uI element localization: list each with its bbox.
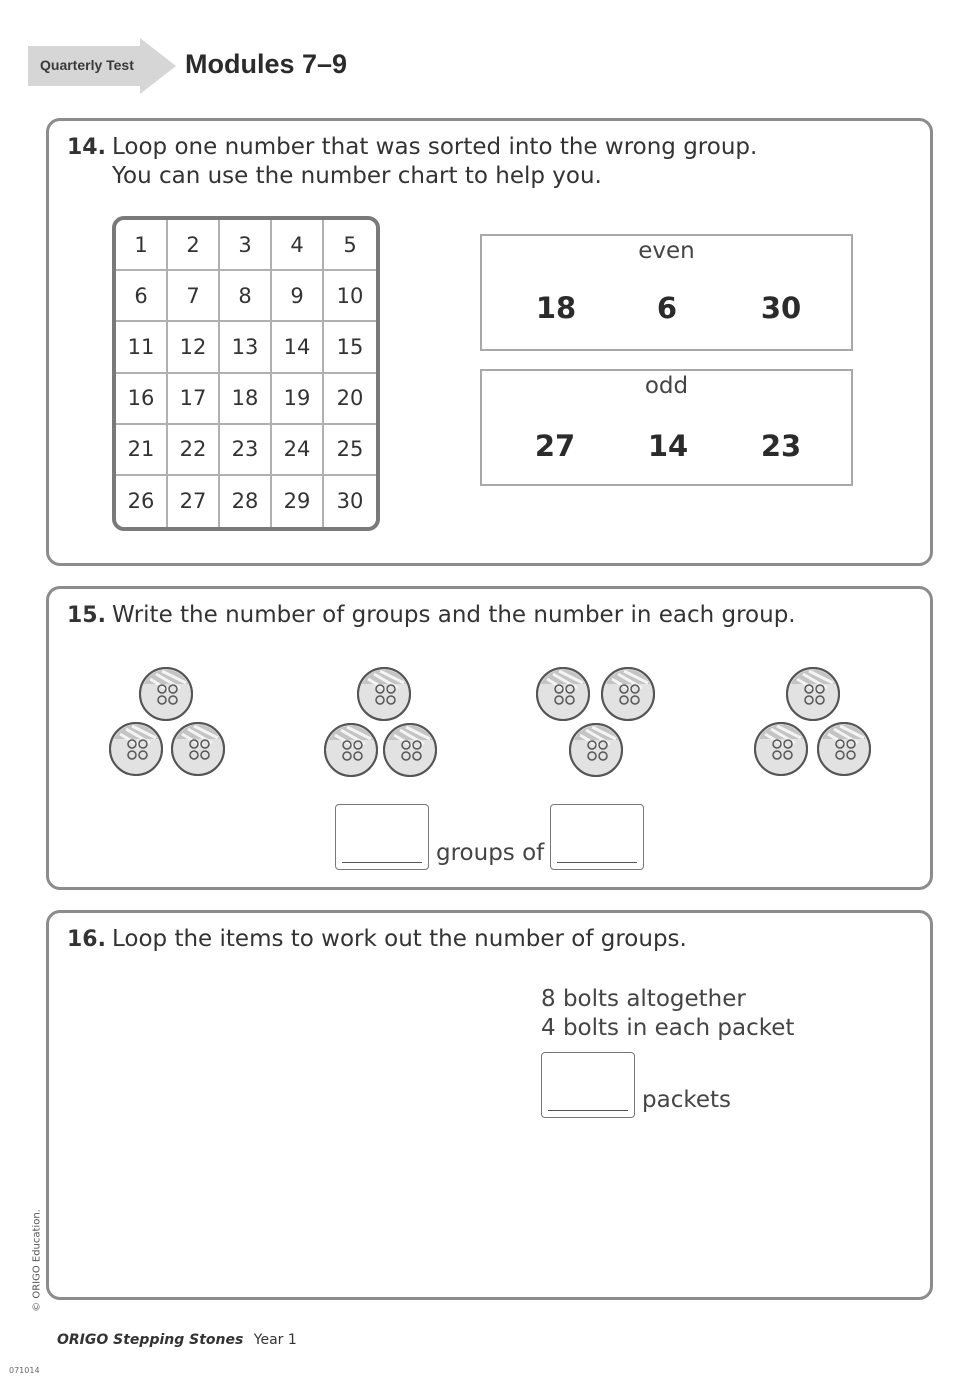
button-icon — [818, 723, 870, 775]
groups-of-label: groups of — [436, 840, 545, 866]
chart-cell[interactable]: 19 — [272, 374, 324, 425]
chart-cell[interactable]: 6 — [116, 271, 168, 322]
chart-cell[interactable]: 24 — [272, 425, 324, 476]
button-icon — [140, 668, 192, 720]
chart-cell[interactable]: 14 — [272, 322, 324, 373]
button-icon — [172, 723, 224, 775]
even-number[interactable]: 6 — [656, 291, 678, 325]
quarterly-test-tag: Quarterly Test — [40, 57, 134, 73]
number-of-groups-input[interactable] — [335, 804, 429, 870]
copyright-text: © ORIGO Education. — [31, 1209, 43, 1312]
button-icon — [325, 724, 377, 776]
button-icon — [602, 668, 654, 720]
question-14-text-line2: You can use the number chart to help you. — [112, 163, 602, 189]
footer — [57, 1332, 297, 1348]
question-14-text-line1: Loop one number that was sorted into the wrong group. — [112, 134, 758, 160]
button-group-1 — [110, 668, 224, 775]
button-icon — [755, 723, 807, 775]
chart-cell[interactable]: 21 — [116, 425, 168, 476]
question-15-number: 15. — [67, 603, 106, 628]
bolts-total-text: 8 bolts altogether — [541, 986, 746, 1012]
button-icon — [110, 723, 162, 775]
chart-cell[interactable]: 23 — [220, 425, 272, 476]
button-icon — [384, 724, 436, 776]
button-group-4 — [755, 668, 870, 775]
chart-cell[interactable]: 29 — [272, 476, 324, 527]
chart-cell[interactable]: 1 — [116, 220, 168, 271]
chart-cell[interactable]: 13 — [220, 322, 272, 373]
chart-cell[interactable]: 8 — [220, 271, 272, 322]
chart-cell[interactable]: 17 — [168, 374, 220, 425]
footer-brand: ORIGO Stepping Stones — [57, 1332, 244, 1348]
chart-cell[interactable]: 16 — [116, 374, 168, 425]
question-16-panel — [46, 910, 933, 1300]
chart-cell[interactable]: 5 — [324, 220, 376, 271]
number-in-each-group-input[interactable] — [550, 804, 644, 870]
chart-cell[interactable]: 4 — [272, 220, 324, 271]
packets-input[interactable] — [541, 1052, 635, 1118]
chart-cell[interactable]: 3 — [220, 220, 272, 271]
chart-cell[interactable]: 12 — [168, 322, 220, 373]
chart-cell[interactable]: 9 — [272, 271, 324, 322]
even-label: even — [638, 238, 695, 264]
odd-label: odd — [644, 373, 689, 399]
chart-cell[interactable]: 15 — [324, 322, 376, 373]
even-number[interactable]: 18 — [535, 291, 577, 325]
footer-year: Year 1 — [253, 1332, 297, 1348]
question-16-text: Loop the items to work out the number of groups. — [112, 926, 687, 952]
button-group-2 — [325, 668, 436, 776]
button-icon — [537, 668, 589, 720]
chart-cell[interactable]: 20 — [324, 374, 376, 425]
button-group-3 — [537, 668, 654, 776]
packets-label: packets — [642, 1087, 731, 1113]
chart-cell[interactable]: 25 — [324, 425, 376, 476]
odd-number[interactable]: 14 — [647, 429, 689, 463]
bolts-per-packet-text: 4 bolts in each packet — [541, 1015, 795, 1041]
chart-cell[interactable]: 30 — [336, 489, 364, 514]
chart-cell[interactable]: 7 — [168, 271, 220, 322]
chart-cell[interactable]: 27 — [168, 476, 220, 527]
chart-cell[interactable]: 11 — [116, 322, 168, 373]
question-15-text: Write the number of groups and the number in each group. — [112, 602, 796, 628]
chart-cell[interactable]: 2 — [168, 220, 220, 271]
page-title: Modules 7–9 — [185, 49, 348, 79]
chart-cell[interactable]: 28 — [220, 476, 272, 527]
chart-cell[interactable]: 26 — [116, 476, 168, 527]
even-number[interactable]: 30 — [760, 291, 802, 325]
chart-cell[interactable]: 10 — [324, 271, 376, 322]
odd-number[interactable]: 23 — [760, 429, 802, 463]
odd-number[interactable]: 27 — [534, 429, 576, 463]
question-14-number: 14. — [67, 135, 106, 160]
chart-cell[interactable]: 22 — [168, 425, 220, 476]
question-16-number: 16. — [67, 927, 106, 952]
button-icon — [570, 724, 622, 776]
button-icon — [787, 668, 839, 720]
document-code: 071014 — [9, 1366, 40, 1375]
chart-cell[interactable]: 18 — [220, 374, 272, 425]
button-icon — [358, 668, 410, 720]
